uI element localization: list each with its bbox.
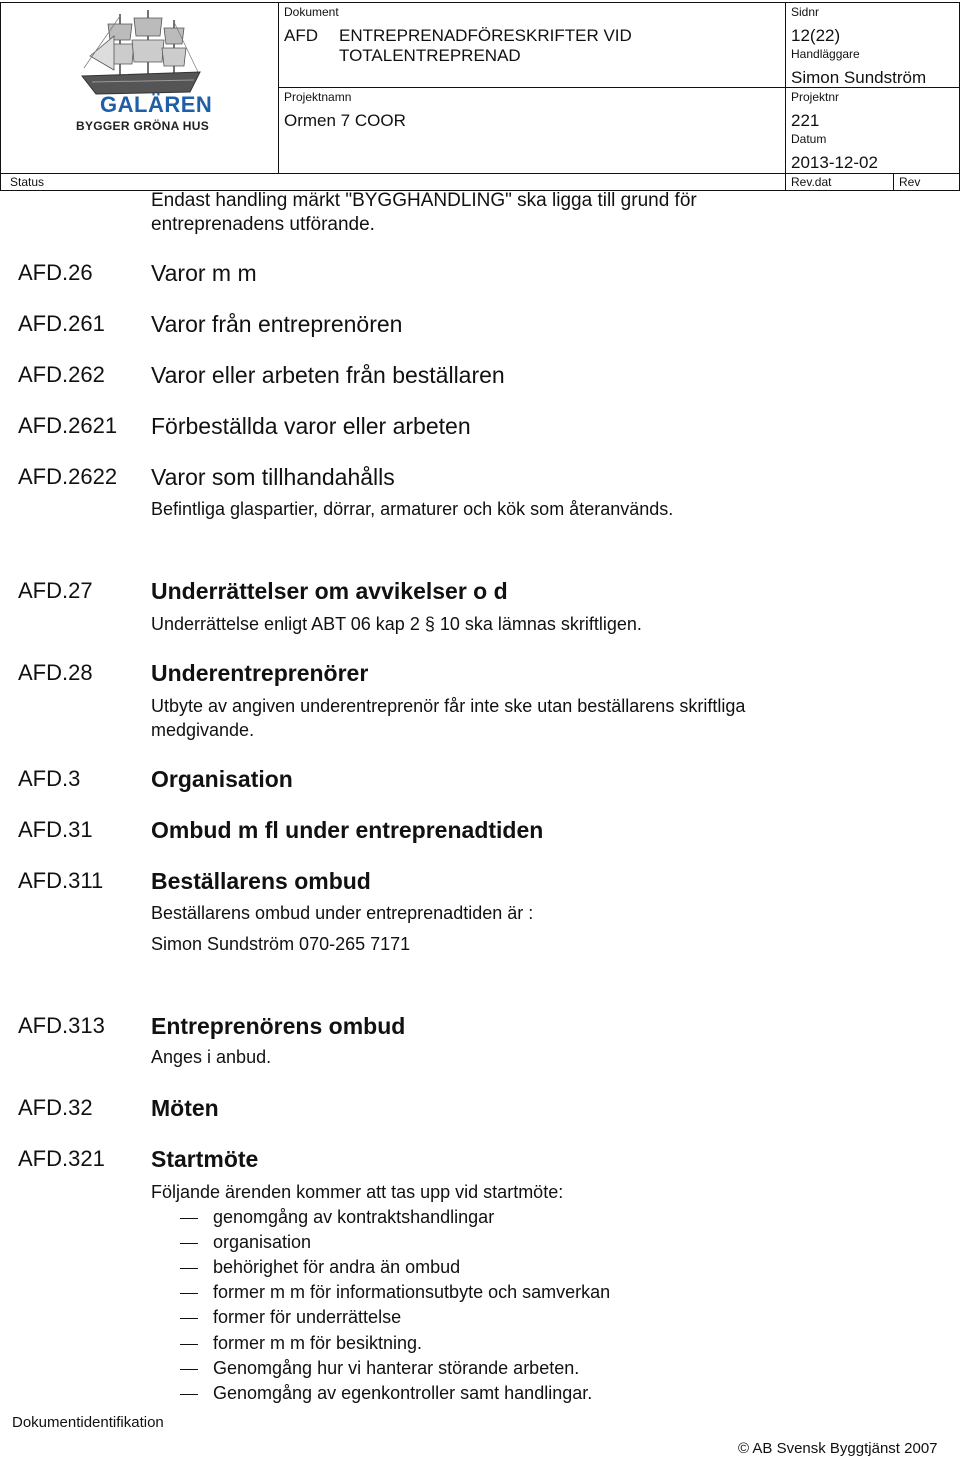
- list-bullet: [180, 1369, 198, 1370]
- dokument-title-line2: TOTALENTREPRENAD: [339, 46, 521, 65]
- list-item: genomgång av kontraktshandlingar: [213, 1207, 495, 1227]
- section-code: AFD.26: [18, 260, 93, 285]
- list-item: behörighet för andra än ombud: [213, 1257, 461, 1277]
- list-item: former m m för informationsutbyte och samverkan: [213, 1282, 611, 1302]
- dokument-label: Dokument: [284, 5, 339, 19]
- projektnamn-label: Projektnamn: [284, 90, 352, 104]
- section-title: Varor från entreprenören: [151, 311, 403, 337]
- section-text: Underrättelse enligt ABT 06 kap 2 § 10 ska lämnas skriftligen.: [151, 614, 642, 634]
- section-title: Organisation: [151, 766, 293, 792]
- list-bullet: [180, 1394, 198, 1395]
- projektnr-value: 221: [791, 111, 820, 130]
- section-title: Beställarens ombud: [151, 868, 371, 894]
- section-title: Varor som tillhandahålls: [151, 464, 395, 490]
- list-bullet: [180, 1293, 198, 1294]
- section-text: Anges i anbud.: [151, 1047, 272, 1067]
- section-code: AFD.27: [18, 578, 93, 603]
- datum-value: 2013-12-02: [791, 153, 878, 172]
- dokument-title-line1: ENTREPRENADFÖRESKRIFTER VID: [339, 26, 632, 45]
- section-code: AFD.321: [18, 1146, 105, 1171]
- rev-label: Rev: [899, 175, 921, 189]
- sidnr-label: Sidnr: [791, 5, 820, 19]
- handlaggare-label: Handläggare: [791, 47, 860, 61]
- section-code: AFD.261: [18, 311, 105, 336]
- intro-line1: Endast handling märkt "BYGGHANDLING" ska ligga till grund för: [151, 190, 697, 211]
- list-item: Genomgång av egenkontroller samt handlingar.: [213, 1383, 593, 1403]
- list-bullet: [180, 1268, 198, 1269]
- logo-name: GALÄREN: [100, 92, 213, 117]
- projektnamn-value: Ormen 7 COOR: [284, 111, 406, 130]
- section-code: AFD.28: [18, 660, 93, 685]
- section-title: Underrättelser om avvikelser o d: [151, 578, 508, 604]
- list-item: former för underrättelse: [213, 1307, 402, 1327]
- handlaggare-value: Simon Sundström: [791, 68, 927, 87]
- section-title: Varor eller arbeten från beställaren: [151, 362, 505, 388]
- section-code: AFD.31: [18, 817, 93, 842]
- section-code: AFD.262: [18, 362, 105, 387]
- status-label: Status: [10, 175, 45, 189]
- section-text: medgivande.: [151, 720, 255, 740]
- footer-document-id: Dokumentidentifikation: [12, 1414, 164, 1431]
- section-text: Befintliga glaspartier, dörrar, armaturer och kök som återanvänds.: [151, 499, 674, 519]
- list-bullet: [180, 1243, 198, 1244]
- datum-label: Datum: [791, 132, 827, 146]
- section-text: Utbyte av angiven underentreprenör får inte ske utan beställarens skriftliga: [151, 696, 746, 716]
- list-item: organisation: [213, 1232, 312, 1252]
- list-bullet: [180, 1218, 198, 1219]
- dokument-code: AFD: [284, 26, 318, 45]
- section-text: Simon Sundström 070-265 7171: [151, 934, 411, 954]
- section-title: Förbeställda varor eller arbeten: [151, 413, 471, 439]
- section-code: AFD.2622: [18, 464, 118, 489]
- list-bullet: [180, 1318, 198, 1319]
- sidnr-value: 12(22): [791, 26, 841, 45]
- section-title: Underentreprenörer: [151, 660, 369, 686]
- section-title: Startmöte: [151, 1146, 259, 1172]
- intro-line2: entreprenadens utförande.: [151, 214, 375, 235]
- section-code: AFD.311: [18, 868, 104, 893]
- list-bullet: [180, 1344, 198, 1345]
- section-code: AFD.313: [18, 1013, 105, 1038]
- projektnr-label: Projektnr: [791, 90, 840, 104]
- revdat-label: Rev.dat: [791, 175, 832, 189]
- section-title: Möten: [151, 1095, 219, 1121]
- section-code: AFD.2621: [18, 413, 118, 438]
- section-title: Varor m m: [151, 260, 257, 286]
- section-text: Följande ärenden kommer att tas upp vid startmöte:: [151, 1182, 564, 1202]
- section-title: Ombud m fl under entreprenadtiden: [151, 817, 544, 843]
- section-code: AFD.3: [18, 766, 81, 791]
- list-item: former m m för besiktning.: [213, 1333, 423, 1353]
- section-code: AFD.32: [18, 1095, 93, 1120]
- list-item: Genomgång hur vi hanterar störande arbeten.: [213, 1358, 580, 1378]
- logo-tagline: BYGGER GRÖNA HUS: [76, 119, 210, 133]
- section-text: Beställarens ombud under entreprenadtiden är :: [151, 903, 534, 923]
- section-title: Entreprenörens ombud: [151, 1013, 406, 1039]
- footer-copyright: © AB Svensk Byggtjänst 2007: [738, 1440, 938, 1457]
